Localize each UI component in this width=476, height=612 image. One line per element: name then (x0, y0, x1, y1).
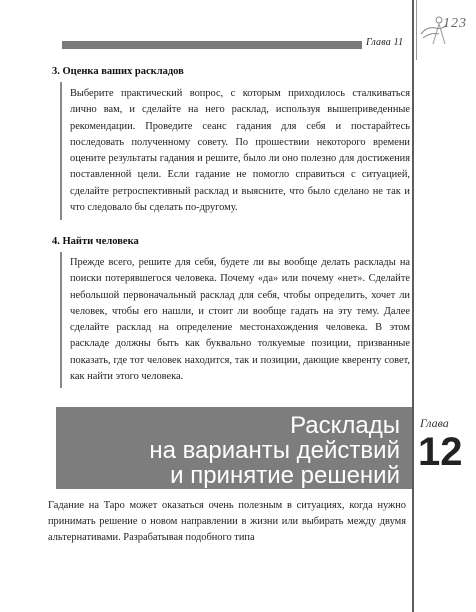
section-3-rule (60, 82, 62, 220)
chapter-title-line-3: и принятие решений (170, 462, 400, 489)
header-bar (62, 41, 362, 49)
section-4-title: 4. Найти человека (52, 236, 139, 247)
section-3-body (70, 86, 410, 216)
section-4-rule (60, 252, 62, 388)
chapter-number: 12 (418, 430, 463, 474)
chapter-title-line-2: на варианты действий (149, 437, 400, 464)
header-chapter: Глава 11 (366, 37, 404, 48)
chapter-intro (48, 498, 406, 546)
margin-rule (412, 0, 414, 612)
chapter-label: Глава (420, 416, 449, 430)
chapter-intro-text: Гадание на Таро может оказаться очень полезным в ситуациях, когда нужно принимать решение о новом направлении в жизни или выбирать между двумя альтернативами. Разрабатывая подобного типа (48, 500, 406, 543)
page-number: 123 (443, 16, 467, 31)
chapter-title (149, 413, 400, 488)
section-3-text: Выберите практический вопрос, с которым приходилось сталкиваться лично вам, и сделайте на него расклад, используя вышеприведенные рекомендации. Проведите сеанс гадания для себя и постарайтесь последовать полученному совету. По прошествии некоторого времени оцените результаты гадания и решите, было ли оно полезно для достижения поставленной цели. Если гадание не помогло справиться с ситуацией, сделайте ретроспективный расклад и выясните, что было сделано не так и что следовало бы сделать по-другому. (70, 88, 410, 214)
chapter-title-line-1: Расклады (290, 412, 400, 439)
chapter-banner (56, 407, 412, 489)
section-4-body (70, 255, 410, 385)
section-3-title: 3. Оценка ваших раскладов (52, 66, 184, 77)
section-4-text: Прежде всего, решите для себя, будете ли вы вообще делать расклады на поиски потерявшегося человека. Почему «да» или почему «нет». Сделайте небольшой первоначальный расклад для себя, чтобы определить, хочет ли человек, чтобы его нашли, и стоит ли вообще гадать на эту тему. Далее сделайте расклад на определение местонахождения человека. В этом раскладе должны быть как буквально толкуемые позиции, призванные показать, где тот человек находится, так и позиции, дающие кверенту совет, как найти этого человека. (70, 257, 410, 383)
